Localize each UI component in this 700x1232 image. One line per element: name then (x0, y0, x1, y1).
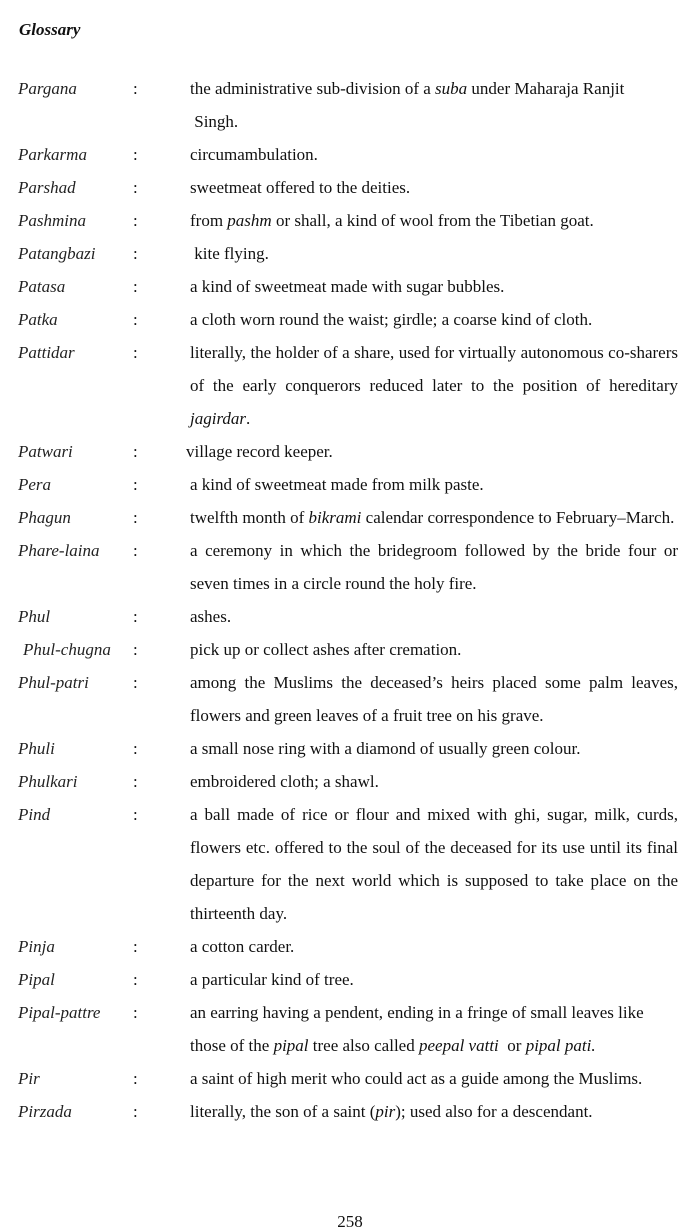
term-separator: : (133, 607, 138, 626)
glossary-entry (0, 1095, 700, 1128)
glossary-definition: from pashm or shall, a kind of wool from the Tibetian goat. (190, 211, 594, 230)
glossary-definition: the administrative sub-division of a suba under Maharaja Ranjit Singh. (190, 79, 625, 131)
term-separator: : (133, 211, 138, 230)
glossary-entry (0, 666, 700, 732)
term-separator: : (133, 805, 138, 824)
glossary-term: Patka (18, 310, 58, 329)
term-separator: : (133, 1069, 138, 1088)
glossary-entry (0, 72, 700, 138)
glossary-entry (0, 138, 700, 171)
term-separator: : (133, 1102, 138, 1121)
glossary-definition: a small nose ring with a diamond of usually green colour. (190, 739, 581, 758)
glossary-entry (0, 963, 700, 996)
glossary-entry (0, 996, 700, 1062)
glossary-entry (0, 435, 700, 468)
term-separator: : (133, 772, 138, 791)
glossary-term: Phul-chugna (23, 640, 111, 659)
glossary-definition: literally, the holder of a share, used for virtually autonomous co-sharers of the early conquerors reduced later to the position of hereditary jagirdar. (190, 343, 678, 428)
glossary-entry (0, 765, 700, 798)
term-separator: : (133, 310, 138, 329)
glossary-definition: a kind of sweetmeat made from milk paste. (190, 475, 484, 494)
term-separator: : (133, 277, 138, 296)
term-separator: : (133, 145, 138, 164)
glossary-definition: circumambulation. (190, 145, 318, 164)
glossary-entry (0, 930, 700, 963)
glossary-list (0, 72, 700, 1128)
glossary-definition: literally, the son of a saint (pir); used also for a descendant. (190, 1102, 593, 1121)
glossary-definition: sweetmeat offered to the deities. (190, 178, 411, 197)
glossary-term: Phuli (18, 739, 55, 758)
term-separator: : (133, 673, 138, 692)
term-separator: : (133, 475, 138, 494)
glossary-term: Patangbazi (18, 244, 96, 263)
term-separator: : (133, 244, 138, 263)
glossary-definition: village record keeper. (186, 442, 333, 461)
glossary-definition: a cloth worn round the waist; girdle; a coarse kind of cloth. (190, 310, 593, 329)
glossary-definition: an earring having a pendent, ending in a fringe of small leaves like those of the pipal tree also called peepal vatti or pipal pati. (190, 1003, 644, 1055)
glossary-term: Patwari (18, 442, 73, 461)
glossary-entry (0, 270, 700, 303)
glossary-term: Parkarma (18, 145, 87, 164)
glossary-entry (0, 1062, 700, 1095)
glossary-definition: kite flying. (190, 244, 269, 263)
glossary-definition: a cotton carder. (190, 937, 295, 956)
term-separator: : (133, 442, 138, 461)
term-separator: : (133, 541, 138, 560)
glossary-term: Pirzada (18, 1102, 72, 1121)
term-separator: : (133, 640, 138, 659)
glossary-definition: a particular kind of tree. (190, 970, 354, 989)
glossary-entry (0, 798, 700, 930)
glossary-term: Pera (18, 475, 52, 494)
page-title: Glossary (19, 20, 81, 39)
glossary-definition: a ball made of rice or flour and mixed with ghi, sugar, milk, curds, flowers etc. offered to the soul of the deceased for its use until its final departure for the next world which is supposed to take place on the thirteenth day. (190, 805, 678, 923)
glossary-term: Pinja (18, 937, 55, 956)
glossary-entry (0, 468, 700, 501)
glossary-term: Phul-patri (18, 673, 89, 692)
term-separator: : (133, 178, 138, 197)
glossary-definition: among the Muslims the deceased’s heirs placed some palm leaves, flowers and green leaves of a fruit tree on his grave. (190, 673, 678, 725)
glossary-entry (0, 633, 700, 666)
glossary-term: Patasa (18, 277, 66, 296)
glossary-definition: a saint of high merit who could act as a guide among the Muslims. (190, 1069, 643, 1088)
glossary-entry (0, 732, 700, 765)
glossary-term: Pashmina (18, 211, 86, 230)
glossary-definition: ashes. (190, 607, 232, 626)
glossary-entry (0, 600, 700, 633)
term-separator: : (133, 970, 138, 989)
glossary-entry (0, 501, 700, 534)
term-separator: : (133, 79, 138, 98)
term-separator: : (133, 739, 138, 758)
glossary-term: Pind (18, 805, 51, 824)
glossary-definition: a ceremony in which the bridegroom followed by the bride four or seven times in a circle round the holy fire. (190, 541, 678, 593)
glossary-definition: twelfth month of bikrami calendar correspondence to February–March. (190, 508, 675, 527)
glossary-definition: embroidered cloth; a shawl. (190, 772, 379, 791)
glossary-entry (0, 204, 700, 237)
glossary-entry (0, 237, 700, 270)
glossary-definition: a kind of sweetmeat made with sugar bubbles. (190, 277, 505, 296)
glossary-entry (0, 303, 700, 336)
glossary-term: Pir (18, 1069, 40, 1088)
term-separator: : (133, 508, 138, 527)
glossary-term: Pattidar (18, 343, 75, 362)
glossary-term: Parshad (18, 178, 76, 197)
glossary-entry (0, 534, 700, 600)
glossary-term: Pipal (18, 970, 55, 989)
page-number: 258 (337, 1212, 363, 1231)
glossary-term: Pipal-pattre (18, 1003, 101, 1022)
glossary-definition: pick up or collect ashes after cremation. (190, 640, 462, 659)
glossary-entry (0, 336, 700, 435)
term-separator: : (133, 343, 138, 362)
glossary-term: Phul (18, 607, 51, 626)
glossary-term: Phulkari (18, 772, 78, 791)
glossary-term: Pargana (18, 79, 77, 98)
glossary-entry (0, 171, 700, 204)
glossary-term: Phagun (18, 508, 71, 527)
glossary-term: Phare-laina (18, 541, 100, 560)
term-separator: : (133, 937, 138, 956)
term-separator: : (133, 1003, 138, 1022)
